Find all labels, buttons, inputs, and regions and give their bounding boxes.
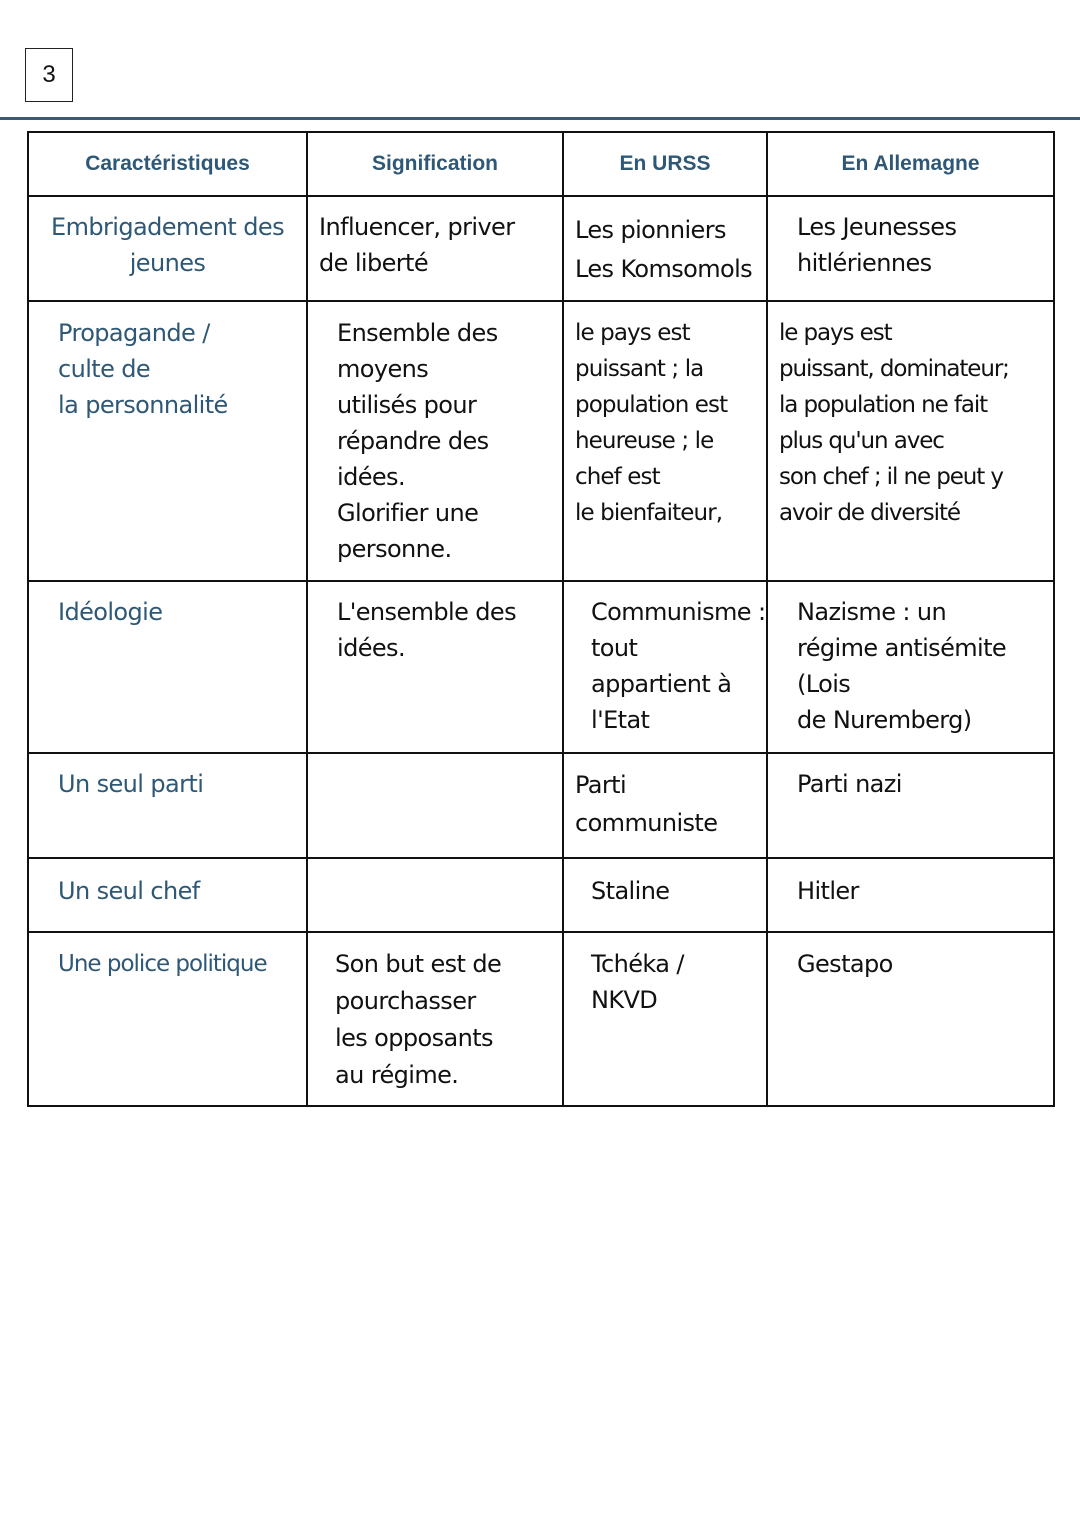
table-row <box>28 301 1054 581</box>
cell-meaning: Son but est de pourchasser les opposants au régime. <box>307 932 563 1106</box>
cell-characteristic: Un seul parti <box>28 753 307 858</box>
cell-meaning <box>307 858 563 932</box>
cell-urss: le pays est puissant ; la population est heureuse ; le chef est le bienfaiteur, <box>563 301 767 581</box>
cell-allemagne: Hitler <box>767 858 1054 932</box>
cell-characteristic: Idéologie <box>28 581 307 753</box>
header-urss: En URSS <box>563 132 767 196</box>
cell-characteristic: Une police politique <box>28 932 307 1106</box>
header-rule <box>0 117 1080 120</box>
cell-allemagne: Parti nazi <box>767 753 1054 858</box>
table-row <box>28 858 1054 932</box>
cell-allemagne: Les Jeunesses hitlériennes <box>767 196 1054 301</box>
cell-meaning: Influencer, priver de liberté <box>307 196 563 301</box>
table-row <box>28 581 1054 753</box>
cell-allemagne: Nazisme : un régime antisémite (Lois de Nuremberg) <box>767 581 1054 753</box>
cell-meaning <box>307 753 563 858</box>
cell-urss: Communisme : tout appartient à l'Etat <box>563 581 767 753</box>
comparison-table <box>27 131 1055 1107</box>
cell-characteristic: Embrigadement des jeunes <box>28 196 307 301</box>
cell-urss: Staline <box>563 858 767 932</box>
cell-urss: Parti communiste <box>563 753 767 858</box>
table-row <box>28 196 1054 301</box>
header-signification: Signification <box>307 132 563 196</box>
cell-allemagne: Gestapo <box>767 932 1054 1106</box>
header-caracteristiques: Caractéristiques <box>28 132 307 196</box>
cell-urss: Les pionniers Les Komsomols <box>563 196 767 301</box>
cell-meaning: Ensemble des moyens utilisés pour répandre des idées. Glorifier une personne. <box>307 301 563 581</box>
cell-meaning: L'ensemble des idées. <box>307 581 563 753</box>
page-number-box <box>25 48 73 102</box>
page-number: 3 <box>42 61 56 88</box>
cell-characteristic: Propagande / culte de la personnalité <box>28 301 307 581</box>
cell-urss: Tchéka / NKVD <box>563 932 767 1106</box>
cell-allemagne: le pays est puissant, dominateur; la population ne fait plus qu'un avec son chef ; il ne peut y avoir de diversité <box>767 301 1054 581</box>
header-row <box>28 132 1054 196</box>
cell-characteristic: Un seul chef <box>28 858 307 932</box>
header-allemagne: En Allemagne <box>767 132 1054 196</box>
table-row <box>28 753 1054 858</box>
table-row <box>28 932 1054 1106</box>
